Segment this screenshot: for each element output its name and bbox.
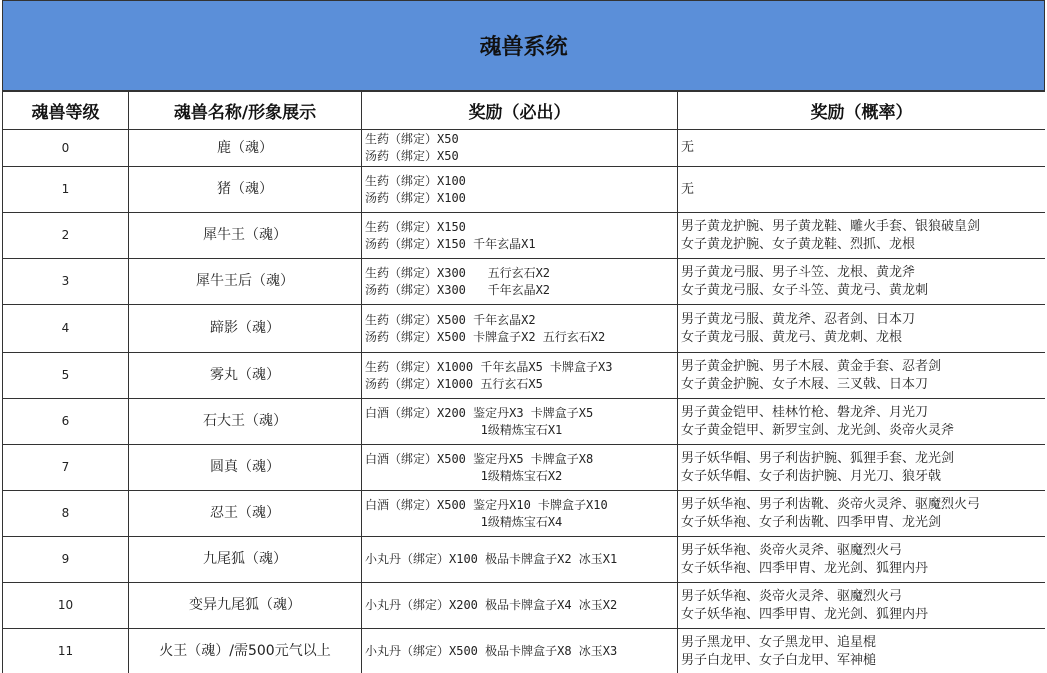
reward-prob-line: 女子黄龙弓服、黄龙弓、黄龙刺、龙根: [681, 329, 903, 345]
cell-reward-must: [362, 537, 678, 583]
cell-beast-name: 犀牛王（魂）: [129, 213, 362, 259]
reward-must-line: 1级精炼宝石X2: [365, 468, 563, 483]
spreadsheet: [2, 0, 1045, 673]
reward-prob-line: 女子妖华帽、女子利齿护腕、月光刀、狼牙戟: [681, 468, 942, 484]
cell-beast-name: 圆真（魂）: [129, 445, 362, 491]
reward-must-line: 汤药（绑定）X300 千年玄晶X2: [365, 282, 551, 297]
cell-reward-must: [362, 491, 678, 537]
cell-level: 1: [3, 167, 129, 213]
reward-must-line: 白酒（绑定）X200 鉴定丹X3 卡牌盒子X5: [365, 405, 594, 420]
cell-level: 7: [3, 445, 129, 491]
cell-reward-prob: [678, 537, 1046, 583]
reward-prob-line: 男子妖华袍、炎帝火灵斧、驱魔烈火弓: [681, 542, 903, 558]
cell-level: 11: [3, 629, 129, 673]
cell-beast-name: 九尾狐（魂）: [129, 537, 362, 583]
reward-must-line: 汤药（绑定）X100: [365, 190, 466, 205]
reward-must-line: 小丸丹（绑定）X200 极品卡牌盒子X4 冰玉X2: [365, 598, 618, 612]
cell-level: 3: [3, 259, 129, 305]
reward-prob-line: 女子黄金铠甲、新罗宝剑、龙光剑、炎帝火灵斧: [681, 422, 955, 438]
cell-beast-name: 火王（魂）/需500元气以上: [129, 629, 362, 673]
cell-beast-name: 鹿（魂）: [129, 130, 362, 167]
header-name: 魂兽名称/形象展示: [129, 92, 362, 130]
table-row: [3, 259, 1046, 305]
cell-reward-prob: [678, 167, 1046, 213]
reward-prob-line: 男子白龙甲、女子白龙甲、军神槌: [681, 652, 877, 668]
cell-reward-prob: [678, 213, 1046, 259]
reward-must-line: 生药（绑定）X500 千年玄晶X2: [365, 312, 536, 327]
cell-reward-must: [362, 259, 678, 305]
cell-beast-name: 猪（魂）: [129, 167, 362, 213]
beast-table: [2, 91, 1045, 673]
reward-prob-line: 男子妖华袍、炎帝火灵斧、驱魔烈火弓: [681, 588, 903, 604]
cell-reward-prob: [678, 305, 1046, 353]
reward-must-line: 生药（绑定）X1000 千年玄晶X5 卡牌盒子X3: [365, 359, 613, 374]
reward-prob-line: 男子黄龙弓服、男子斗笠、龙根、黄龙斧: [681, 264, 916, 280]
header-reward-prob: 奖励（概率）: [678, 92, 1046, 130]
reward-prob-line: 男子黑龙甲、女子黑龙甲、追星棍: [681, 634, 877, 650]
cell-reward-must: [362, 130, 678, 167]
cell-level: 0: [3, 130, 129, 167]
reward-must-line: 小丸丹（绑定）X500 极品卡牌盒子X8 冰玉X3: [365, 644, 618, 658]
cell-level: 2: [3, 213, 129, 259]
cell-reward-prob: [678, 353, 1046, 399]
reward-must-line: 小丸丹（绑定）X100 极品卡牌盒子X2 冰玉X1: [365, 552, 618, 566]
reward-prob-line: 女子黄龙弓服、女子斗笠、黄龙弓、黄龙刺: [681, 282, 929, 298]
cell-reward-must: [362, 305, 678, 353]
header-level: 魂兽等级: [3, 92, 129, 130]
reward-must-line: 生药（绑定）X150: [365, 219, 466, 234]
cell-reward-prob: [678, 445, 1046, 491]
cell-reward-must: [362, 445, 678, 491]
reward-prob-line: 男子妖华袍、男子利齿靴、炎帝火灵斧、驱魔烈火弓: [681, 496, 981, 512]
reward-prob-line: 男子黄金铠甲、桂林竹枪、磐龙斧、月光刀: [681, 404, 929, 420]
reward-prob-line: 女子妖华袍、四季甲胄、龙光剑、狐狸内丹: [681, 560, 929, 576]
cell-level: 9: [3, 537, 129, 583]
table-row: [3, 130, 1046, 167]
cell-beast-name: 雾丸（魂）: [129, 353, 362, 399]
cell-level: 6: [3, 399, 129, 445]
reward-must-line: 白酒（绑定）X500 鉴定丹X5 卡牌盒子X8: [365, 451, 594, 466]
reward-must-line: 汤药（绑定）X500 卡牌盒子X2 五行玄石X2: [365, 329, 606, 344]
reward-must-line: 汤药（绑定）X1000 五行玄石X5: [365, 376, 543, 391]
reward-prob-line: 无: [681, 181, 695, 197]
cell-reward-prob: [678, 583, 1046, 629]
table-row: [3, 399, 1046, 445]
cell-reward-prob: [678, 491, 1046, 537]
cell-beast-name: 蹄影（魂）: [129, 305, 362, 353]
table-row: [3, 213, 1046, 259]
header-reward-must: 奖励（必出）: [362, 92, 678, 130]
reward-prob-line: 女子妖华袍、女子利齿靴、四季甲胄、龙光剑: [681, 514, 942, 530]
cell-level: 10: [3, 583, 129, 629]
cell-reward-must: [362, 167, 678, 213]
reward-prob-line: 女子妖华袍、四季甲胄、龙光剑、狐狸内丹: [681, 606, 929, 622]
reward-must-line: 1级精炼宝石X1: [365, 422, 563, 437]
cell-reward-must: [362, 583, 678, 629]
table-body: [3, 130, 1046, 673]
table-row: [3, 167, 1046, 213]
cell-level: 8: [3, 491, 129, 537]
cell-reward-prob: [678, 130, 1046, 167]
cell-reward-must: [362, 213, 678, 259]
reward-must-line: 1级精炼宝石X4: [365, 514, 563, 529]
reward-prob-line: 男子黄龙弓服、黄龙斧、忍者剑、日本刀: [681, 311, 916, 327]
cell-reward-must: [362, 353, 678, 399]
reward-must-line: 生药（绑定）X50: [365, 132, 459, 146]
table-row: [3, 353, 1046, 399]
cell-level: 4: [3, 305, 129, 353]
table-row: [3, 537, 1046, 583]
cell-reward-prob: [678, 629, 1046, 673]
header-row: [3, 92, 1046, 130]
table-row: [3, 583, 1046, 629]
cell-level: 5: [3, 353, 129, 399]
reward-prob-line: 女子黄金护腕、女子木屐、三叉戟、日本刀: [681, 376, 929, 392]
cell-reward-prob: [678, 259, 1046, 305]
reward-prob-line: 男子妖华帽、男子利齿护腕、狐狸手套、龙光剑: [681, 450, 955, 466]
sheet-title: 魂兽系统: [2, 0, 1045, 91]
table-row: [3, 445, 1046, 491]
reward-prob-line: 无: [681, 140, 695, 155]
reward-must-line: 汤药（绑定）X50: [365, 149, 459, 163]
reward-prob-line: 男子黄金护腕、男子木屐、黄金手套、忍者剑: [681, 358, 942, 374]
reward-must-line: 生药（绑定）X100: [365, 173, 466, 188]
cell-beast-name: 变异九尾狐（魂）: [129, 583, 362, 629]
cell-beast-name: 石大王（魂）: [129, 399, 362, 445]
table-row: [3, 491, 1046, 537]
cell-reward-prob: [678, 399, 1046, 445]
reward-prob-line: 女子黄龙护腕、女子黄龙鞋、烈抓、龙根: [681, 236, 916, 252]
table-row: [3, 305, 1046, 353]
cell-reward-must: [362, 629, 678, 673]
cell-beast-name: 犀牛王后（魂）: [129, 259, 362, 305]
cell-reward-must: [362, 399, 678, 445]
table-row: [3, 629, 1046, 673]
reward-must-line: 白酒（绑定）X500 鉴定丹X10 卡牌盒子X10: [365, 497, 608, 512]
reward-must-line: 生药（绑定）X300 五行玄石X2: [365, 265, 551, 280]
reward-must-line: 汤药（绑定）X150 千年玄晶X1: [365, 236, 536, 251]
reward-prob-line: 男子黄龙护腕、男子黄龙鞋、雕火手套、银狼破皇剑: [681, 218, 981, 234]
cell-beast-name: 忍王（魂）: [129, 491, 362, 537]
